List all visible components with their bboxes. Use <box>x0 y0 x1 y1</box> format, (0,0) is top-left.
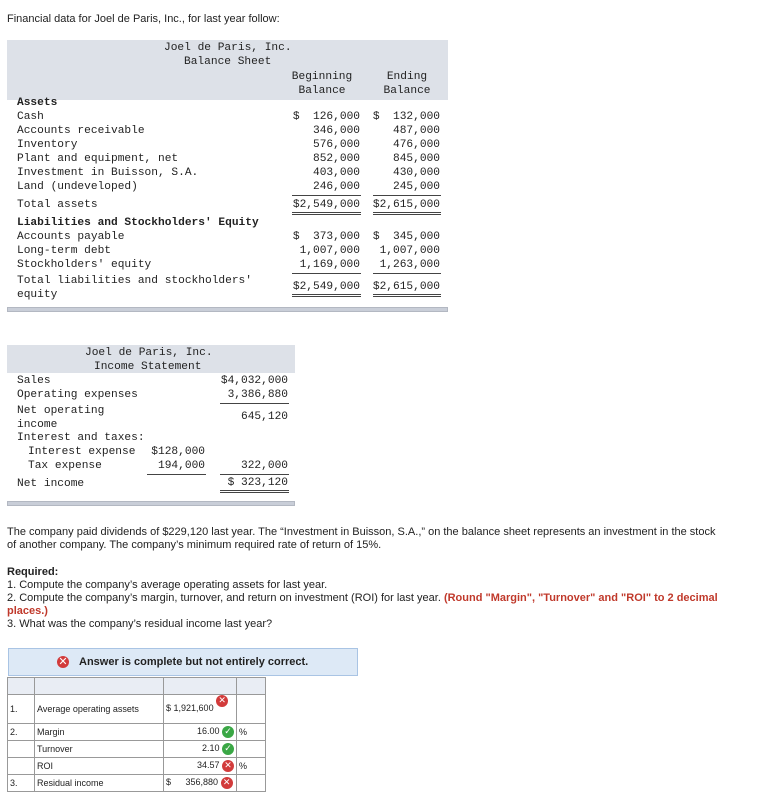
correct-icon: ✓ <box>222 726 234 738</box>
header-cell <box>35 678 164 695</box>
answer-row <box>8 741 266 758</box>
asset-row-begin: 246,000 <box>313 181 360 193</box>
answer-label: ROI <box>35 758 164 775</box>
total-liab-begin: $2,549,000 <box>292 281 360 293</box>
balance-sheet-title: Joel de Paris, Inc. <box>164 42 292 54</box>
answer-label: Margin <box>35 724 164 741</box>
correct-icon: ✓ <box>222 743 234 755</box>
asset-row-end: 845,000 <box>393 153 440 165</box>
incorrect-icon: ✕ <box>222 760 234 772</box>
total-assets-end: $2,615,000 <box>372 199 440 211</box>
liab-underline-begin <box>292 273 361 274</box>
col-end-line1: Ending <box>386 71 428 83</box>
required-item-1: 1. Compute the company’s average operating assets for last year. <box>7 579 328 591</box>
tax-underline <box>147 474 206 475</box>
liability-row-begin: $ 373,000 <box>292 231 360 243</box>
int-tax-total-value: 322,000 <box>241 460 288 472</box>
header-cell <box>8 678 35 695</box>
asset-row-label: Plant and equipment, net <box>17 153 179 165</box>
total-assets-dbl-end <box>373 212 441 215</box>
answer-row <box>8 695 266 724</box>
header-cell <box>237 678 266 695</box>
answer-cell[interactable] <box>164 724 237 741</box>
sales-label: Sales <box>17 375 51 387</box>
answer-num: 2. <box>8 724 35 741</box>
noi-label <box>17 404 104 432</box>
answer-table <box>7 677 266 792</box>
asset-row-end: $ 132,000 <box>372 111 440 123</box>
answer-row <box>8 775 266 792</box>
asset-row-end: 430,000 <box>393 167 440 179</box>
noi-label-line1: Net operating <box>17 405 105 417</box>
col-begin-line2: Balance <box>298 85 346 97</box>
total-liab-dbl-end <box>373 294 441 297</box>
total-liab-label <box>17 274 252 302</box>
tax-expense-value: 194,000 <box>158 460 205 472</box>
liab-underline-end <box>373 273 441 274</box>
asset-row-end: 245,000 <box>393 181 440 193</box>
required-heading: Required: <box>7 566 59 578</box>
asset-row-label: Cash <box>17 111 44 123</box>
int-tax-underline <box>220 474 289 475</box>
total-assets-label: Total assets <box>17 199 98 211</box>
opex-label: Operating expenses <box>17 389 138 401</box>
total-assets-dbl-begin <box>292 212 361 215</box>
asset-row-begin: $ 126,000 <box>292 111 360 123</box>
required-item-2-rounding: (Round "Margin", "Turnover" and "ROI" to 2 decimal places.) <box>7 592 718 617</box>
col-begin-heading <box>290 70 354 98</box>
answer-value[interactable]: 356,880 <box>185 777 219 787</box>
answer-unit: % <box>237 758 266 775</box>
liability-row-end: 1,263,000 <box>379 259 440 271</box>
answer-row <box>8 724 266 741</box>
answer-cell[interactable] <box>164 741 237 758</box>
answer-label: Average operating assets <box>35 695 164 724</box>
answer-status-banner <box>8 648 358 676</box>
answer-prefix: $ <box>166 703 172 713</box>
problem-paragraph: The company paid dividends of $229,120 last year. The “Investment in Buisson, S.A.,” on the balance sheet represents an investment in the stock of another company. The company’s minimum required rate of return of 15%. <box>7 526 716 551</box>
answer-prefix: $ <box>166 777 172 787</box>
answer-num <box>8 741 35 758</box>
answer-label: Residual income <box>35 775 164 792</box>
interest-expense-value: $128,000 <box>151 446 205 458</box>
assets-heading: Assets <box>17 97 58 109</box>
total-assets-begin: $2,549,000 <box>292 199 360 211</box>
banner-text: Answer is complete but not entirely correct. <box>79 656 309 668</box>
total-liab-label-line2: equity <box>17 289 58 301</box>
asset-row-begin: 403,000 <box>313 167 360 179</box>
asset-row-label: Accounts receivable <box>17 125 145 137</box>
opex-value: 3,386,880 <box>227 389 288 401</box>
answer-value[interactable]: 1,921,600 <box>173 703 214 713</box>
interest-taxes-label: Interest and taxes: <box>17 432 145 444</box>
liability-row-end: 1,007,000 <box>379 245 440 257</box>
x-circle-icon: ✕ <box>58 655 68 668</box>
required-block <box>7 566 747 631</box>
liability-row-end: $ 345,000 <box>372 231 440 243</box>
income-statement-subtitle: Income Statement <box>94 361 202 373</box>
liabilities-heading: Liabilities and Stockholders' Equity <box>17 217 259 229</box>
balance-sheet-subtitle: Balance Sheet <box>184 56 272 68</box>
asset-row-end: 487,000 <box>393 125 440 137</box>
col-begin-line1: Beginning <box>291 71 353 83</box>
net-income-dbl <box>220 490 289 493</box>
incorrect-icon: ✕ <box>216 695 228 707</box>
liability-row-label: Accounts payable <box>17 231 125 243</box>
answer-unit: % <box>237 724 266 741</box>
liability-row-begin: 1,007,000 <box>299 245 360 257</box>
balance-sheet-scrollbar[interactable] <box>7 307 448 312</box>
income-statement-title: Joel de Paris, Inc. <box>85 347 213 359</box>
answer-label: Turnover <box>35 741 164 758</box>
asset-row-label: Inventory <box>17 139 78 151</box>
net-income-value: $ 323,120 <box>227 477 288 489</box>
asset-row-begin: 346,000 <box>313 125 360 137</box>
total-liab-end: $2,615,000 <box>372 281 440 293</box>
noi-label-line2: income <box>17 419 58 431</box>
interest-expense-label: Interest expense <box>28 446 136 458</box>
answer-value[interactable]: 2.10 <box>201 743 220 753</box>
incorrect-icon: ✕ <box>221 777 233 789</box>
asset-row-begin: 576,000 <box>313 139 360 151</box>
header-cell <box>164 678 237 695</box>
tax-expense-label: Tax expense <box>28 460 102 472</box>
liability-row-label: Long-term debt <box>17 245 111 257</box>
answer-value[interactable]: 16.00 <box>196 726 220 736</box>
total-liab-label-line1: Total liabilities and stockholders' <box>17 275 252 287</box>
opex-underline <box>220 403 289 404</box>
answer-cell[interactable] <box>164 695 237 724</box>
liability-row-begin: 1,169,000 <box>299 259 360 271</box>
answer-value[interactable]: 34.57 <box>196 760 220 770</box>
answer-cell[interactable] <box>164 775 237 792</box>
answer-row <box>8 758 266 775</box>
required-item-3: 3. What was the company’s residual income last year? <box>7 618 273 630</box>
noi-value: 645,120 <box>241 411 288 423</box>
required-item-2 <box>7 592 747 618</box>
assets-underline-end <box>373 195 441 196</box>
answer-unit <box>237 741 266 758</box>
intro-text: Financial data for Joel de Paris, Inc., for last year follow: <box>7 13 280 25</box>
col-end-line2: Balance <box>383 85 431 97</box>
answer-num: 1. <box>8 695 35 724</box>
total-liab-dbl-begin <box>292 294 361 297</box>
asset-row-end: 476,000 <box>393 139 440 151</box>
net-income-label: Net income <box>17 478 85 490</box>
answer-table-header <box>8 678 266 695</box>
sales-value: $4,032,000 <box>220 375 288 387</box>
liability-row-label: Stockholders' equity <box>17 259 152 271</box>
answer-num <box>8 758 35 775</box>
col-end-heading <box>378 70 436 98</box>
answer-num: 3. <box>8 775 35 792</box>
required-item-2-text: 2. Compute the company’s margin, turnover, and return on investment (ROI) for last year. <box>7 592 441 604</box>
assets-underline-begin <box>292 195 361 196</box>
answer-cell[interactable] <box>164 758 237 775</box>
asset-row-label: Land (undeveloped) <box>17 181 138 193</box>
answer-unit <box>237 775 266 792</box>
asset-row-begin: 852,000 <box>313 153 360 165</box>
answer-unit <box>237 695 266 724</box>
income-statement-scrollbar[interactable] <box>7 501 295 506</box>
asset-row-label: Investment in Buisson, S.A. <box>17 167 199 179</box>
